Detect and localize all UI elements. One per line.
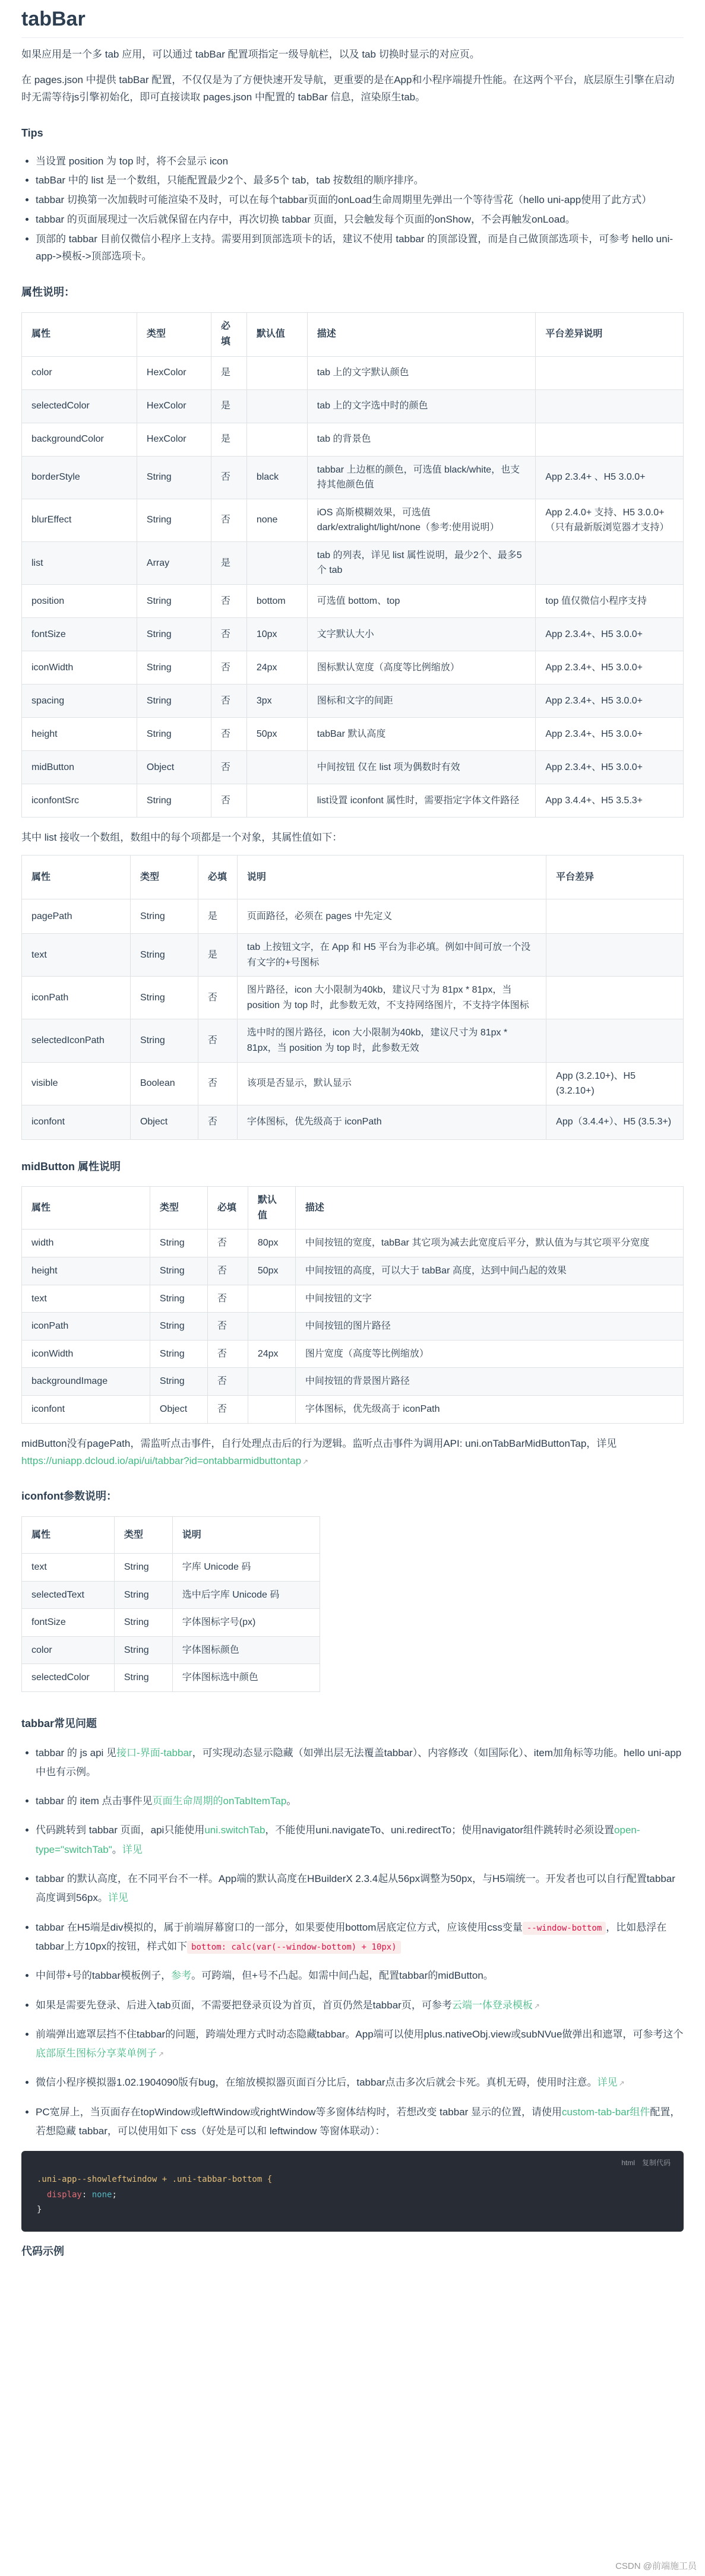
table-cell: 否 [207,1396,248,1424]
tip-item: • tabBar 中的 list 是一个数组，只能配置最少2个、最多5个 tab，tab 按数组的顺序排序。 [36,172,684,189]
column-header: 必填 [207,1187,248,1230]
table-cell: black [246,456,307,499]
table-cell: midButton [22,751,137,784]
table-header-row [22,312,684,356]
table-cell: blurEffect [22,499,137,541]
column-header: 平台差异 [546,855,684,899]
table-cell: text [22,933,131,976]
column-header: 默认值 [246,312,307,356]
table-cell: 中间按钮的文字 [295,1285,683,1313]
table-cell: selectedColor [22,1664,115,1692]
table-cell: selectedColor [22,389,137,423]
table-cell: 中间按钮的高度，可以大于 tabBar 高度，达到中间凸起的效果 [295,1257,683,1285]
table-cell: iconPath [22,1313,150,1341]
column-header: 属性 [22,1187,150,1230]
table-cell: iconfont [22,1396,150,1424]
table-cell: String [137,651,211,685]
table-cell: 图片宽度（高度等比例缩放） [295,1340,683,1368]
code-line: .uni-app--showleftwindow + .uni-tabbar-bottom { [37,2175,273,2185]
faq-text: tabbar 的 item 点击事件见 [36,1795,153,1807]
table-cell: App 3.4.4+、H5 3.5.3+ [536,784,684,818]
table-row [22,1636,320,1664]
table-cell: none [246,499,307,541]
ontabitemtap-link[interactable]: 页面生命周期的onTabItemTap [152,1795,287,1807]
table-cell: tab 上的文字选中时的颜色 [307,389,536,423]
faq-item [36,2073,684,2092]
table-cell [546,977,684,1019]
faq-text: 前端弹出遮罩层挡不住tabbar的问题，跨端处理方式时动态隐藏tabbar。App端可以使用plus.nativeObj.view或subNVue做弹出和遮罩，可参考这个 [36,2028,684,2040]
table-cell: App 2.3.4+、H5 3.0.0+ [536,685,684,718]
external-link-icon: ↗ [618,2079,625,2088]
table-row [22,1664,320,1692]
table-cell: iconfontSrc [22,784,137,818]
table-cell: App 2.3.4+、H5 3.0.0+ [536,718,684,751]
column-header: 属性 [22,855,131,899]
table-cell [536,423,684,456]
table-cell: 否 [211,618,246,651]
table-cell: fontSize [22,618,137,651]
table-cell: App 2.4.0+ 支持、H5 3.0.0+（只有最新版浏览器才支持） [536,499,684,541]
table-row [22,751,684,784]
table-cell: iconPath [22,977,131,1019]
table-cell: String [150,1368,207,1396]
table-cell: Boolean [130,1062,198,1105]
table-cell: 否 [198,1019,237,1062]
table-row [22,1581,320,1609]
table-cell: tab 的背景色 [307,423,536,456]
inline-code: --window-bottom [523,1922,606,1935]
table-cell: Object [150,1396,207,1424]
mid-note-text: midButton没有pagePath，需监听点击事件，自行处理点击后的行为逻辑。监听点击事件为调用API: uni.onTabBarMidButtonTap，详见 [21,1437,617,1449]
table-cell: App 2.3.4+、H5 3.0.0+ [536,651,684,685]
table-cell: width [22,1230,150,1257]
details-link[interactable]: 详见 [108,1892,128,1904]
tip-item: • 当设置 position 为 top 时，将不会显示 icon [36,153,684,170]
table-row [22,1554,320,1582]
table-header-row [22,1187,684,1230]
table-cell: 80px [248,1230,295,1257]
faq-list [21,1744,684,2141]
table-cell: 否 [211,651,246,685]
table-row [22,585,684,618]
faq-text: 中间带+号的tabbar模板例子， [36,1970,172,1982]
table-row [22,456,684,499]
reference-link[interactable]: 参考 [171,1970,192,1982]
external-link-icon: ↗ [158,2050,165,2059]
table-cell [546,933,684,976]
faq-text: 。 [112,1843,122,1855]
table-cell: String [114,1664,172,1692]
table-cell: Object [137,751,211,784]
table-cell: iconWidth [22,1340,150,1368]
faq-text: 代码跳转到 tabbar 页面，api只能使用 [36,1824,205,1836]
attr-heading: 属性说明： [21,286,75,298]
table-cell: App 2.3.4+ 、H5 3.0.0+ [536,456,684,499]
table-cell: text [22,1285,150,1313]
table-cell: HexColor [137,389,211,423]
table-cell: list [22,541,137,584]
table-cell: text [22,1554,115,1582]
table-cell: selectedIconPath [22,1019,131,1062]
table-cell: String [137,456,211,499]
table-cell: App 2.3.4+、H5 3.0.0+ [536,751,684,784]
tips-heading: Tips [21,126,43,139]
table-cell: list设置 iconfont 属性时，需要指定字体文件路径 [307,784,536,818]
table-cell [248,1368,295,1396]
table-row [22,1105,684,1139]
table-cell: 是 [211,389,246,423]
tabbar-api-link[interactable]: 接口-界面-tabbar [116,1747,192,1758]
inline-code: bottom: calc(var(--window-bottom) + 10px) [187,1941,401,1954]
table-cell [248,1313,295,1341]
table-cell: 中间按钮的宽度，tabBar 其它项为减去此宽度后平分，默认值为与其它项平分宽度 [295,1230,683,1257]
table-cell: String [150,1313,207,1341]
code-block: html 复制代码 .uni-app--showleftwindow + .uni-tabbar-bottom { display: none; } [21,2151,684,2232]
table-cell: 24px [248,1340,295,1368]
table-row [22,1230,684,1257]
column-header: 类型 [150,1187,207,1230]
table-row [22,899,684,933]
table-cell: color [22,1636,115,1664]
faq-heading: tabbar常见问题 [21,1717,97,1729]
table-cell: 字体图标字号(px) [172,1609,320,1637]
table-cell: String [137,499,211,541]
column-header: 类型 [137,312,211,356]
table-row [22,1368,684,1396]
table-cell: String [130,899,198,933]
table-cell: tab 上的文字默认颜色 [307,356,536,389]
table-cell: 50px [246,718,307,751]
external-link-icon: ↗ [533,2001,540,2010]
faq-text: tabbar 的 js api 见 [36,1747,117,1758]
table-cell [248,1285,295,1313]
table-cell: 否 [211,718,246,751]
table-cell: 否 [198,977,237,1019]
table-cell: 图片路径，icon 大小限制为40kb，建议尺寸为 81px * 81px，当 position 为 top 时，此参数无效，不支持网络图片，不支持字体图标 [237,977,546,1019]
table-header-row [22,855,684,899]
table-cell: String [137,618,211,651]
tip-item: • tabbar 切换第一次加载时可能渲染不及时，可以在每个tabbar页面的onLoad生命周期里先弹出一个等待雪花（hello uni-app使用了此方式） [36,192,684,209]
table-row [22,685,684,718]
column-header: 类型 [130,855,198,899]
table-cell: 可选值 bottom、top [307,585,536,618]
faq-item [36,1744,684,1782]
table-cell: 否 [211,685,246,718]
table-cell: 否 [211,784,246,818]
mid-note [21,1436,684,1470]
table-cell: HexColor [137,423,211,456]
table-cell: 字体图标颜色 [172,1636,320,1664]
faq-item [36,1996,684,2015]
column-header: 说明 [172,1517,320,1554]
table-cell: 50px [248,1257,295,1285]
table-cell: String [150,1285,207,1313]
tip-item: • 顶部的 tabbar 目前仅微信小程序上支持。需要用到顶部选项卡的话，建议不使用 tabbar 的顶部设置，而是自己做顶部选项卡，可参考 hello uni-app->模板->顶部选项卡。 [36,231,684,265]
table-cell: 中间按钮 仅在 list 项为偶数时有效 [307,751,536,784]
table-cell: bottom [246,585,307,618]
table-header-row [22,1517,320,1554]
table-cell: fontSize [22,1609,115,1637]
table-cell: 字库 Unicode 码 [172,1554,320,1582]
table-cell: Object [130,1105,198,1139]
table-cell: 中间按钮的图片路径 [295,1313,683,1341]
external-link-icon: ↗ [302,1457,309,1466]
attr-table [21,312,684,818]
table-cell: 否 [211,456,246,499]
open-type-link[interactable]: open-type="switchTab" [36,1824,640,1855]
table-cell: String [130,933,198,976]
code-language-label: html [621,2159,635,2168]
watermark: CSDN @前端施工员 [615,2561,697,2571]
list-table [21,855,684,1140]
faq-text: 如果是需要先登录、后进入tab页面，不需要把登录页设为首页，首页仍然是tabbar页，可参考 [36,1999,452,2011]
table-cell: String [150,1340,207,1368]
column-header: 必填 [211,312,246,356]
table-row [22,541,684,584]
table-cell: App (3.2.10+)、H5 (3.2.10+) [546,1062,684,1105]
table-cell: 选中时的图片路径，icon 大小限制为40kb，建议尺寸为 81px * 81px，当 position 为 top 时，此参数无效 [237,1019,546,1062]
table-cell [248,1396,295,1424]
table-cell: backgroundImage [22,1368,150,1396]
faq-text: tabbar 的默认高度，在不同平台不一样。App端的默认高度在HBuilderX 2.3.4起从56px调整为50px，与H5端统一。开发者也可以自行配置tabbar高度调到56px。 [36,1873,675,1904]
table-cell [246,784,307,818]
table-cell: 是 [211,356,246,389]
table-cell: 否 [207,1368,248,1396]
faq-item [36,1792,684,1811]
table-cell: 否 [198,1062,237,1105]
table-row [22,1062,684,1105]
page-title: tabBar [21,0,684,38]
custom-tab-bar-link[interactable]: custom-tab-bar组件 [562,2106,650,2118]
table-cell: tabBar 默认高度 [307,718,536,751]
switchtab-link[interactable]: uni.switchTab [204,1824,265,1836]
table-row [22,1609,320,1637]
table-cell: Array [137,541,211,584]
column-header: 属性 [22,1517,115,1554]
table-row [22,1313,684,1341]
table-cell: 3px [246,685,307,718]
iconfont-table [21,1516,320,1692]
table-cell: height [22,1257,150,1285]
faq-text: ，可实现动态显示隐藏（如弹出层无法覆盖tabbar）、内容修改（如国际化）、item加角标等功能。hello uni-app中也有示例。 [36,1747,682,1777]
column-header: 说明 [237,855,546,899]
table-cell [546,899,684,933]
table-cell: 24px [246,651,307,685]
table-cell: 是 [211,541,246,584]
table-cell: position [22,585,137,618]
table-cell [536,356,684,389]
table-cell: 选中后字库 Unicode 码 [172,1581,320,1609]
table-cell: 否 [207,1313,248,1341]
table-row [22,1257,684,1285]
table-row [22,356,684,389]
table-cell: tab 的列表，详见 list 属性说明，最少2个、最多5个 tab [307,541,536,584]
faq-text: 配置，若想隐藏 tabbar，可以使用如下 css（好处是可以和 leftwindow 等窗体联动）： [36,2106,681,2137]
table-cell: 是 [211,423,246,456]
table-cell: String [137,718,211,751]
table-cell: HexColor [137,356,211,389]
code-line: display [37,2190,82,2200]
column-header: 必填 [198,855,237,899]
table-row [22,618,684,651]
table-cell: visible [22,1062,131,1105]
table-row [22,499,684,541]
table-cell: pagePath [22,899,131,933]
intro-paragraph-1: 如果应用是一个多 tab 应用，可以通过 tabBar 配置项指定一级导航栏，以及 tab 切换时显示的对应页。 [21,49,480,61]
table-cell: String [137,685,211,718]
faq-text: ，不能使用uni.navigateTo、uni.redirectTo；使用navigator组件跳转时必须设置 [265,1824,615,1836]
table-cell: 是 [198,899,237,933]
table-row [22,977,684,1019]
table-cell [246,356,307,389]
table-cell: String [137,784,211,818]
table-cell: 中间按钮的背景图片路径 [295,1368,683,1396]
column-header: 平台差异说明 [536,312,684,356]
details-link[interactable]: 详见 [122,1843,143,1855]
list-intro: 其中 list 接收一个数组，数组中的每个项都是一个对象，其属性值如下： [21,832,343,844]
table-cell [546,1019,684,1062]
faq-text: tabbar 在H5端是div模拟的，属于前端屏幕窗口的一部分，如果要使用bottom居底定位方式，应该使用css变量 [36,1921,523,1933]
table-cell: 否 [207,1340,248,1368]
table-cell: String [114,1554,172,1582]
intro-paragraph-2: 在 pages.json 中提供 tabBar 配置，不仅仅是为了方便快速开发导航，更重要的是在App和小程序端提升性能。在这两个平台，底层原生引擎在启动时无需等待js引擎初始化，即可直接读取 pages.json 中配置的 tabBar 信息，渲染原生tab。 [21,74,675,103]
faq-item [36,2103,684,2141]
table-row [22,1019,684,1062]
table-cell: String [150,1230,207,1257]
share-menu-example-link[interactable]: 底部原生图标分享菜单例子 [36,2048,157,2059]
table-cell: tabbar 上边框的颜色，可选值 black/white，也支持其他颜色值 [307,456,536,499]
table-cell: String [150,1257,207,1285]
table-row [22,1285,684,1313]
table-cell: 否 [211,585,246,618]
table-cell: 图标默认宽度（高度等比例缩放） [307,651,536,685]
column-header: 类型 [114,1517,172,1554]
faq-item [36,1870,684,1908]
table-cell: 否 [207,1230,248,1257]
table-cell [536,541,684,584]
column-header: 属性 [22,312,137,356]
table-cell: App 2.3.4+、H5 3.0.0+ [536,618,684,651]
table-cell: 页面路径，必须在 pages 中先定义 [237,899,546,933]
table-cell: 否 [211,499,246,541]
faq-text: 。 [286,1795,297,1807]
table-cell: iconfont [22,1105,131,1139]
faq-text: 。可跨端，但+号不凸起。如需中间凸起，配置tabbar的midButton。 [191,1970,494,1982]
table-cell: 否 [207,1285,248,1313]
table-cell: String [114,1636,172,1664]
column-header: 描述 [307,312,536,356]
table-cell: String [137,585,211,618]
table-cell: spacing [22,685,137,718]
faq-item [36,1918,684,1957]
table-cell: 否 [198,1105,237,1139]
table-cell: 字体图标，优先级高于 iconPath [295,1396,683,1424]
tip-item: • tabbar 的页面展现过一次后就保留在内存中，再次切换 tabbar 页面，只会触发每个页面的onShow，不会再触发onLoad。 [36,211,684,229]
table-row [22,784,684,818]
tabbar-api-link[interactable]: https://uniapp.dcloud.io/api/ui/tabbar?id=ontabbarmidbuttontap [21,1455,302,1466]
table-cell: String [130,977,198,1019]
table-row [22,423,684,456]
table-cell: String [114,1581,172,1609]
table-cell: tab 上按钮文字，在 App 和 H5 平台为非必填。例如中间可放一个没有文字的+号图标 [237,933,546,976]
faq-text: ，比如悬浮在tabbar上方10px的按钮，样式如下 [36,1921,667,1952]
table-cell: 图标和文字的间距 [307,685,536,718]
table-cell: String [130,1019,198,1062]
code-example-heading: 代码示例 [21,2245,64,2257]
table-cell [246,423,307,456]
table-cell: App（3.4.4+）、H5 (3.5.3+) [546,1105,684,1139]
iconfont-heading: iconfont参数说明： [21,1490,117,1503]
table-row [22,1340,684,1368]
faq-text: 微信小程序模拟器1.02.1904090版有bug，在缩放模拟器页面百分比后，tabbar点击多次后就会卡死。真机无碍，使用时注意。 [36,2077,597,2089]
table-row [22,651,684,685]
table-row [22,718,684,751]
code-line: } [37,2204,42,2214]
table-cell: iOS 高斯模糊效果，可选值 dark/extralight/light/none（参考:使用说明） [307,499,536,541]
details-link[interactable]: 详见 [597,2077,618,2089]
copy-code-button[interactable]: 复制代码 [641,2159,671,2168]
table-cell [246,751,307,784]
table-cell [246,541,307,584]
mid-heading: midButton 属性说明 [21,1160,121,1173]
table-row [22,1396,684,1424]
table-cell: String [114,1609,172,1637]
table-cell: 10px [246,618,307,651]
table-cell: 否 [207,1257,248,1285]
table-cell: selectedText [22,1581,115,1609]
login-template-link[interactable]: 云端一体登录模板 [451,1999,533,2011]
table-cell: 该项是否显示，默认显示 [237,1062,546,1105]
table-cell: color [22,356,137,389]
table-cell: 字体图标，优先级高于 iconPath [237,1105,546,1139]
table-cell [246,389,307,423]
table-cell: 是 [198,933,237,976]
table-row [22,389,684,423]
table-cell: top 值仅微信小程序支持 [536,585,684,618]
table-cell: 文字默认大小 [307,618,536,651]
tips-list [21,153,684,265]
table-row [22,933,684,976]
table-cell: 字体图标选中颜色 [172,1664,320,1692]
column-header: 默认值 [248,1187,295,1230]
faq-item [36,1821,684,1859]
faq-item [36,1966,684,1985]
table-cell: borderStyle [22,456,137,499]
table-cell [536,389,684,423]
code-value: none [91,2190,112,2200]
mid-button-table [21,1186,684,1423]
column-header: 描述 [295,1187,683,1230]
table-cell: height [22,718,137,751]
faq-item [36,2025,684,2064]
table-cell: backgroundColor [22,423,137,456]
faq-text: PC宽屏上，当页面存在topWindow或leftWindow或rightWindow等多窗体结构时，若想改变 tabbar 显示的位置，请使用 [36,2106,562,2118]
table-cell: 否 [211,751,246,784]
table-cell: iconWidth [22,651,137,685]
